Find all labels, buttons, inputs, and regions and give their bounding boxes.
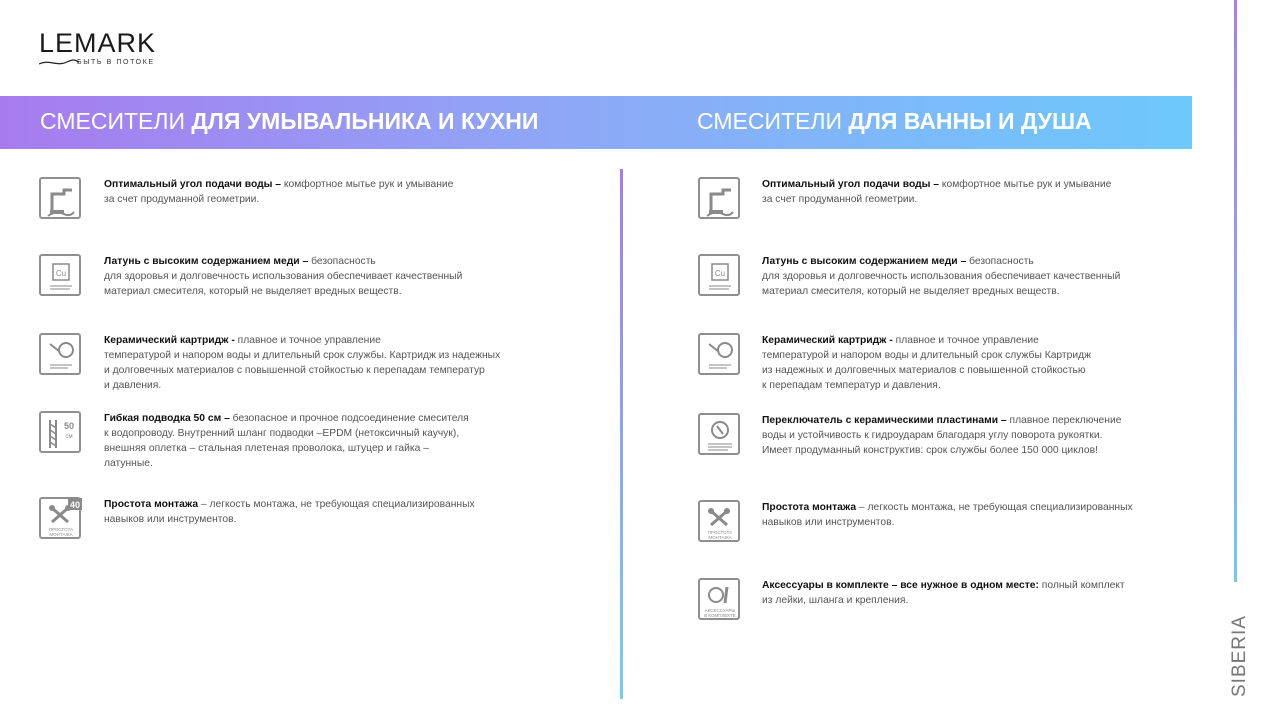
feature-text-line: для здоровья и долговечность использования обеспечивает качественный <box>104 271 463 282</box>
feature-text-line: – легкость монтажа, не требующая специализированных <box>856 502 1133 513</box>
svg-text:МОНТАЖА: МОНТАЖА <box>708 535 732 540</box>
feature-text-line: комфортное мытье рук и умывание <box>939 179 1112 190</box>
svg-text:см: см <box>65 434 73 440</box>
feature-title: Керамический картридж - <box>104 335 235 346</box>
feature-text-line: к перепадам температур и давления. <box>762 380 941 391</box>
svg-text:АКСЕССУАРЫ: АКСЕССУАРЫ <box>704 608 736 613</box>
feature-description <box>762 500 1182 530</box>
ceramic-cartridge-icon <box>39 333 81 375</box>
feature-description <box>762 413 1182 458</box>
side-accent-line <box>1234 0 1237 582</box>
svg-text:Cu: Cu <box>714 269 726 278</box>
faucet-angle-icon <box>39 177 81 219</box>
banner-right-bold: ДЛЯ ВАННЫ И ДУША <box>848 108 1092 134</box>
feature-text-line: безопасность <box>966 256 1034 267</box>
svg-text:Cu: Cu <box>55 269 67 278</box>
feature-title: Переключатель с керамическими пластинами – <box>762 415 1007 426</box>
brand-logo <box>39 30 156 66</box>
feature-description <box>762 254 1182 299</box>
feature-title: Гибкая подводка 50 см – <box>104 413 230 424</box>
feature-text-line: плавное и точное управление <box>234 335 381 346</box>
feature-description <box>104 177 544 207</box>
svg-text:40: 40 <box>69 500 81 510</box>
brass-copper-icon <box>39 254 81 296</box>
banner-right-thin: СМЕСИТЕЛИ <box>697 108 849 134</box>
ceramic-plates-switch-icon <box>698 413 740 455</box>
feature-description <box>762 578 1182 608</box>
feature-title: Простота монтажа <box>762 502 857 513</box>
feature-text-line: к водопроводу. Внутренний шланг подводки –EPDM (нетоксичный каучук), <box>104 428 460 439</box>
feature-text-line: полный комплект <box>1038 580 1125 591</box>
easy-install-icon <box>39 497 81 539</box>
feature-title: Латунь с высоким содержанием меди – <box>762 256 967 267</box>
feature-title: Аксессуары в комплекте – все нужное в одном месте: <box>762 580 1039 591</box>
feature-text-line: и давления. <box>104 380 162 391</box>
feature-text-line: температурой и напором воды и длительный срок службы. Картридж из надежных <box>104 350 501 361</box>
feature-text-line: за счет продуманной геометрии. <box>762 194 918 205</box>
feature-title: Керамический картридж - <box>762 335 893 346</box>
side-brand-label <box>1228 614 1252 698</box>
banner-left-bold: ДЛЯ УМЫВАЛЬНИКА И КУХНИ <box>191 108 539 134</box>
feature-title: Латунь с высоким содержанием меди – <box>104 256 309 267</box>
feature-text-line: – легкость монтажа, не требующая специализированных <box>198 499 475 510</box>
feature-title: Простота монтажа <box>104 499 199 510</box>
feature-text-line: материал смесителя, который не выделяет вредных веществ. <box>762 286 1060 297</box>
faucet-angle-icon <box>698 177 740 219</box>
feature-text-line: за счет продуманной геометрии. <box>104 194 260 205</box>
ceramic-cartridge-icon <box>698 333 740 375</box>
banner-title-left <box>40 108 538 136</box>
feature-text-line: из лейки, шланга и крепления. <box>762 595 909 606</box>
easy-install-icon <box>698 500 740 542</box>
flexible-hose-icon <box>39 411 81 453</box>
feature-title: Оптимальный угол подачи воды – <box>762 179 940 190</box>
logo-tagline: БЫТЬ В ПОТОКЕ <box>77 59 155 66</box>
feature-text-line: плавное и точное управление <box>892 335 1039 346</box>
feature-text-line: навыков или инструментов. <box>762 517 895 528</box>
logo-wordmark: LEMARK <box>39 28 157 58</box>
feature-text-line: комфортное мытье рук и умывание <box>281 179 454 190</box>
svg-text:ПРОСТОТА: ПРОСТОТА <box>48 527 74 532</box>
brass-copper-icon <box>698 254 740 296</box>
banner-left-thin: СМЕСИТЕЛИ <box>40 108 192 134</box>
svg-text:ПРОСТОТА: ПРОСТОТА <box>707 530 733 535</box>
feature-text-line: из надежных и долговечных материалов с повышенной стойкостью <box>762 365 1086 376</box>
feature-text-line: температурой и напором воды и длительный срок службы Картридж <box>762 350 1092 361</box>
svg-text:В КОМПЛЕКТЕ: В КОМПЛЕКТЕ <box>704 613 736 618</box>
accessories-icon <box>698 578 740 620</box>
feature-text-line: внешняя оплетка – стальная плетеная проволока, штуцер и гайка – <box>104 443 429 454</box>
column-divider <box>620 169 623 699</box>
feature-description <box>104 411 544 471</box>
svg-text:МОНТАЖА: МОНТАЖА <box>49 532 73 537</box>
side-brand-text: SIBERIA <box>1229 615 1250 697</box>
feature-text-line: для здоровья и долговечность использования обеспечивает качественный <box>762 271 1121 282</box>
feature-description <box>762 333 1182 393</box>
feature-description <box>762 177 1182 207</box>
feature-text-line: материал смесителя, который не выделяет вредных веществ. <box>104 286 402 297</box>
logo-swoosh-icon <box>39 59 79 67</box>
feature-description <box>104 254 544 299</box>
feature-text-line: навыков или инструментов. <box>104 514 237 525</box>
feature-description <box>104 333 544 393</box>
feature-text-line: Имеет продуманный конструктив: срок службы более 150 000 циклов! <box>762 445 1098 456</box>
feature-description <box>104 497 544 527</box>
feature-text-line: плавное переключение <box>1006 415 1122 426</box>
banner-title-right <box>697 108 1092 136</box>
feature-text-line: безопасное и прочное подсоединение смесителя <box>229 413 469 424</box>
svg-text:50: 50 <box>63 421 75 431</box>
feature-text-line: воды и устойчивость к гидроударам благодаря углу поворота рукоятки. <box>762 430 1103 441</box>
feature-title: Оптимальный угол подачи воды – <box>104 179 282 190</box>
section-banner <box>0 96 1192 149</box>
feature-text-line: и долговечных материалов с повышенной стойкостью к перепадам температур <box>104 365 485 376</box>
feature-text-line: латунные. <box>104 458 153 469</box>
feature-text-line: безопасность <box>308 256 376 267</box>
